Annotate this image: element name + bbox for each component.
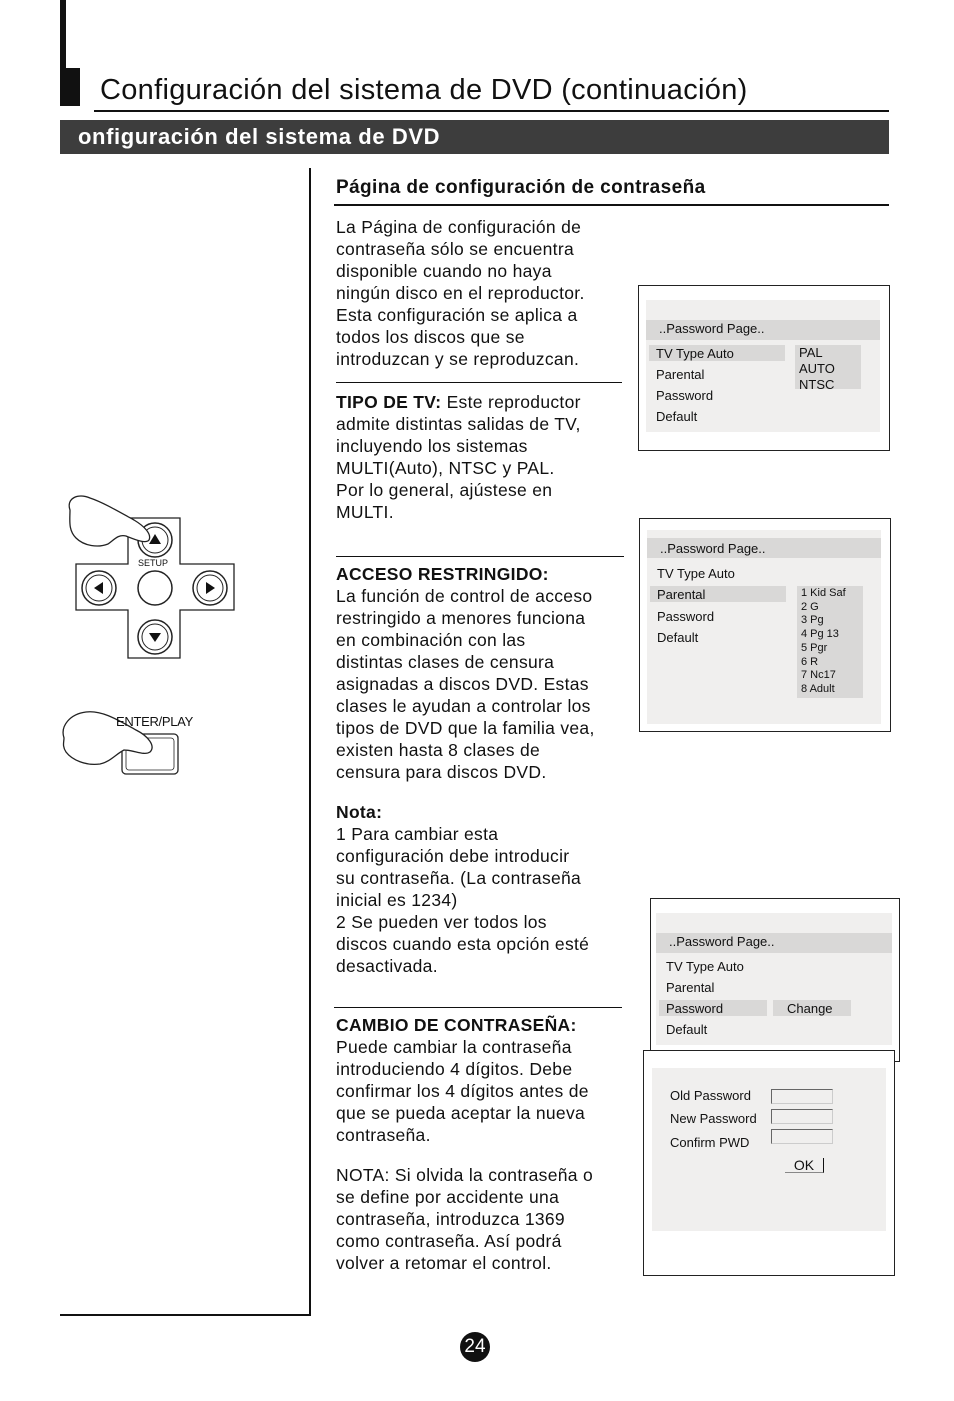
osd-option-auto[interactable]: AUTO bbox=[799, 361, 835, 376]
osd-rating-option[interactable]: 5 Pgr bbox=[801, 641, 828, 654]
osd-rating-option[interactable]: 4 Pg 13 bbox=[801, 628, 839, 641]
title-underline bbox=[94, 110, 889, 112]
note-line: inicial es 1234) bbox=[336, 890, 458, 910]
header-accent-block bbox=[60, 68, 80, 106]
intro-line: disponible cuando no haya bbox=[336, 261, 552, 281]
osd-menu-item-default[interactable]: Default bbox=[666, 1022, 708, 1037]
left-arrow-button bbox=[82, 571, 116, 605]
osd-menu-item-parental[interactable]: Parental bbox=[656, 367, 705, 382]
enter-play-label: ENTER/PLAY bbox=[116, 714, 193, 729]
remote-illustration bbox=[56, 490, 246, 790]
parental-line: clases le ayudan a controlar los bbox=[336, 696, 591, 716]
osd-menu-item-parental[interactable]: Parental bbox=[657, 587, 706, 602]
osd-rating-option[interactable]: 3 Pg bbox=[801, 614, 824, 627]
note-line: su contraseña. (La contraseña bbox=[336, 868, 582, 888]
tv-type-label: TIPO DE TV: bbox=[336, 392, 442, 412]
left-column-bottom-rule bbox=[60, 1314, 311, 1316]
old-password-field[interactable] bbox=[771, 1089, 833, 1104]
forgot-password-note bbox=[336, 1164, 631, 1274]
parental-line: restringido a menores funciona bbox=[336, 608, 586, 628]
osd-option-pal[interactable]: PAL bbox=[799, 345, 823, 360]
osd-screen-password bbox=[650, 898, 900, 1062]
intro-paragraph bbox=[336, 216, 631, 370]
osd-change-option[interactable]: Change bbox=[787, 1001, 833, 1016]
note-line: discos cuando esta opción esté bbox=[336, 934, 590, 954]
parental-paragraph bbox=[336, 563, 631, 783]
confirm-password-field[interactable] bbox=[771, 1129, 833, 1144]
password-change-line: que se pueda aceptar la nueva bbox=[336, 1103, 586, 1123]
tv-type-line: Por lo general, ajústese en bbox=[336, 480, 553, 500]
osd-menu-item-password[interactable]: Password bbox=[666, 1001, 724, 1016]
page-number: 24 bbox=[460, 1332, 490, 1362]
osd-menu-item-parental[interactable]: Parental bbox=[666, 980, 715, 995]
note-label: Nota: bbox=[336, 802, 383, 822]
right-arrow-button bbox=[193, 571, 227, 605]
column-divider bbox=[309, 168, 311, 1316]
tv-type-line: MULTI. bbox=[336, 502, 394, 522]
parental-line: asignadas a discos DVD. Estas bbox=[336, 674, 589, 694]
intro-line: introduzcan y se reproduzcan. bbox=[336, 349, 580, 369]
tv-type-paragraph bbox=[336, 391, 631, 523]
osd-panel bbox=[656, 913, 892, 1045]
forgot-note-line: NOTA: Si olvida la contraseña o bbox=[336, 1165, 594, 1185]
subsection-underline bbox=[334, 204, 889, 206]
osd-option-ntsc[interactable]: NTSC bbox=[799, 377, 835, 392]
parental-line: existen hasta 8 clases de bbox=[336, 740, 541, 760]
osd-menu-item-password[interactable]: Password bbox=[657, 609, 715, 624]
down-arrow-button bbox=[138, 620, 172, 654]
osd-rating-option[interactable]: 8 Adult bbox=[801, 682, 835, 695]
tv-type-line: admite distintas salidas de TV, bbox=[336, 414, 581, 434]
tv-type-first-line: Este reproductor bbox=[441, 392, 581, 412]
osd-title: ..Password Page.. bbox=[660, 541, 766, 556]
tv-type-line: MULTI(Auto), NTSC y PAL. bbox=[336, 458, 555, 478]
osd-title: ..Password Page.. bbox=[659, 321, 765, 336]
password-change-paragraph bbox=[336, 1014, 631, 1146]
forgot-note-line: volver a retomar el control. bbox=[336, 1253, 552, 1273]
subsection-heading: Página de configuración de contraseña bbox=[336, 177, 706, 198]
password-dialog bbox=[643, 1050, 895, 1276]
parental-line: censura para discos DVD. bbox=[336, 762, 547, 782]
osd-menu-item-password[interactable]: Password bbox=[656, 388, 714, 403]
password-change-line: Puede cambiar la contraseña bbox=[336, 1037, 572, 1057]
password-change-line: confirmar los 4 dígitos antes de bbox=[336, 1081, 589, 1101]
osd-menu-item-tv-type[interactable]: TV Type Auto bbox=[657, 566, 735, 581]
osd-rating-option[interactable]: 7 Nc17 bbox=[801, 669, 836, 682]
forgot-note-line: contraseña, introduzca 1369 bbox=[336, 1209, 565, 1229]
password-change-line: introduciendo 4 dígitos. Debe bbox=[336, 1059, 573, 1079]
note-line: configuración debe introducir bbox=[336, 846, 570, 866]
forgot-note-line: como contraseña. Así podrá bbox=[336, 1231, 562, 1251]
osd-rating-option[interactable]: 1 Kid Saf bbox=[801, 587, 846, 599]
confirm-password-label: Confirm PWD bbox=[670, 1135, 750, 1150]
intro-line: todos los discos que se bbox=[336, 327, 525, 347]
tv-type-line: incluyendo los sistemas bbox=[336, 436, 528, 456]
osd-panel bbox=[646, 300, 880, 432]
osd-menu-item-tv-type[interactable]: TV Type Auto bbox=[666, 959, 744, 974]
center-button bbox=[138, 571, 172, 605]
osd-menu-item-default[interactable]: Default bbox=[656, 409, 698, 424]
divider-rule bbox=[336, 556, 624, 557]
note-line: 1 Para cambiar esta bbox=[336, 824, 499, 844]
osd-title: ..Password Page.. bbox=[669, 934, 775, 949]
ok-button[interactable]: OK bbox=[785, 1158, 824, 1173]
intro-line: ningún disco en el reproductor. bbox=[336, 283, 585, 303]
page-title: Configuración del sistema de DVD (continuación) bbox=[100, 74, 748, 106]
parental-label: ACCESO RESTRINGIDO: bbox=[336, 564, 549, 584]
old-password-label: Old Password bbox=[670, 1088, 751, 1103]
osd-menu-item-tv-type[interactable]: TV Type Auto bbox=[656, 346, 734, 361]
new-password-label: New Password bbox=[670, 1111, 757, 1126]
intro-line: La Página de configuración de bbox=[336, 217, 582, 237]
password-change-line: contraseña. bbox=[336, 1125, 431, 1145]
parental-line: La función de control de acceso bbox=[336, 586, 593, 606]
note-paragraph bbox=[336, 801, 631, 977]
divider-rule bbox=[336, 382, 622, 383]
osd-screen-parental bbox=[639, 518, 891, 732]
osd-screen-tv-type bbox=[638, 285, 890, 451]
osd-rating-option[interactable]: 2 G bbox=[801, 600, 819, 613]
forgot-note-line: se define por accidente una bbox=[336, 1187, 560, 1207]
osd-menu-item-default[interactable]: Default bbox=[657, 630, 699, 645]
password-dialog-panel bbox=[652, 1068, 886, 1231]
note-line: desactivada. bbox=[336, 956, 438, 976]
parental-line: en combinación con las bbox=[336, 630, 526, 650]
new-password-field[interactable] bbox=[771, 1109, 833, 1124]
section-title: onfiguración del sistema de DVD bbox=[78, 124, 441, 149]
note-line: 2 Se pueden ver todos los bbox=[336, 912, 547, 932]
parental-line: distintas clases de censura bbox=[336, 652, 555, 672]
osd-rating-option[interactable]: 6 R bbox=[801, 655, 819, 668]
intro-line: contraseña sólo se encuentra bbox=[336, 239, 574, 259]
osd-panel bbox=[647, 530, 881, 724]
parental-line: tipos de DVD que la familia vea, bbox=[336, 718, 595, 738]
password-change-label: CAMBIO DE CONTRASEÑA: bbox=[336, 1015, 577, 1035]
setup-label: SETUP bbox=[138, 558, 169, 568]
intro-line: Esta configuración se aplica a bbox=[336, 305, 578, 325]
divider-rule bbox=[334, 1007, 622, 1008]
